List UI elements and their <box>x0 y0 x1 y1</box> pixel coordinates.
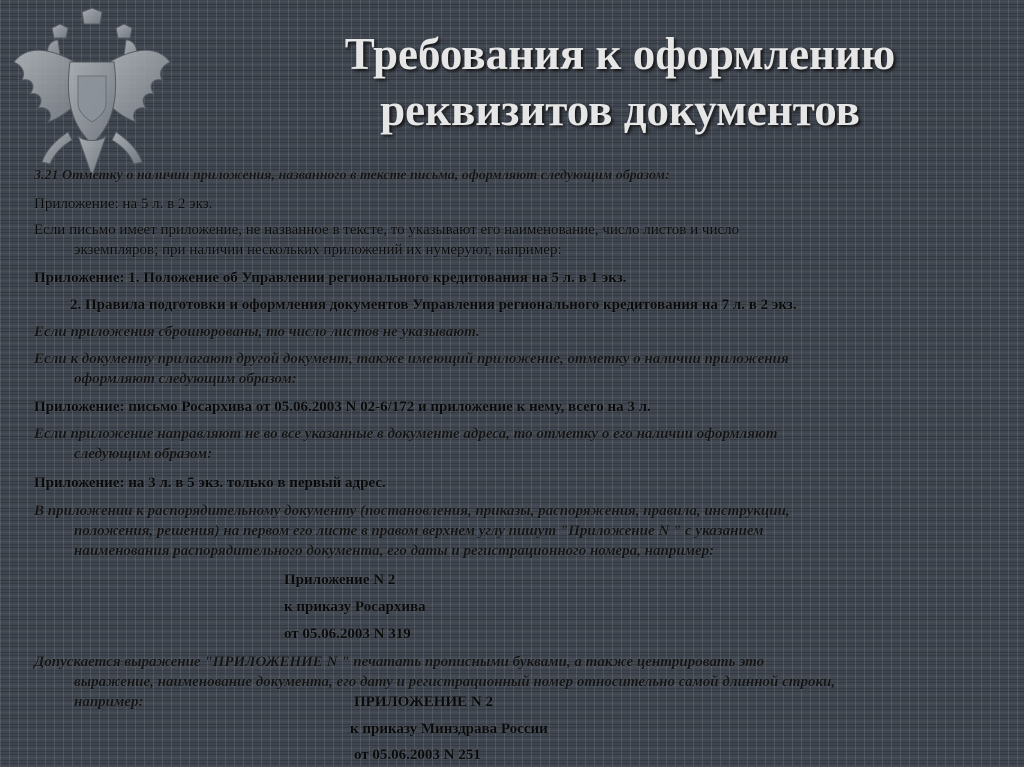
example-line: от 05.06.2003 N 319 <box>284 626 411 642</box>
text-line: выражение, наименование документа, его дату и регистрационный номер относительно самой длинной строки, <box>74 674 836 690</box>
text-line: Если письмо имеет приложение, не названное в тексте, то указывают его наименование, число листов и число <box>34 222 740 238</box>
text-line: Если приложения сброшюрованы, то число листов не указывают. <box>34 324 480 340</box>
example-line: Приложение N 2 <box>284 572 396 588</box>
text-line: например: <box>74 694 144 710</box>
text-line: оформляют следующим образом: <box>74 371 297 387</box>
text-line: наименования распорядительного документа, его даты и регистрационного номера, например: <box>74 543 715 559</box>
text-line: следующим образом: <box>74 446 213 462</box>
text-line: В приложении к распорядительному документу (постановления, приказы, распоряжения, правила, инструкции, <box>34 503 790 519</box>
text-line: Допускается выражение "ПРИЛОЖЕНИЕ N " печатать прописными буквами, а также центрировать это <box>34 654 765 670</box>
example-line: к приказу Росархива <box>284 599 426 615</box>
example-line: Приложение: на 5 л. в 2 экз. <box>34 196 213 212</box>
title-line-1: Требования к оформлению <box>344 29 896 79</box>
example-line: 2. Правила подготовки и оформления документов Управления регионального кредитования на 7 л. в 2 экз. <box>70 297 797 313</box>
example-line: Приложение: на 3 л. в 5 экз. только в первый адрес. <box>34 475 386 491</box>
title-line-2: реквизитов документов <box>380 85 860 135</box>
example-line: от 05.06.2003 N 251 <box>354 747 481 763</box>
example-line: Приложение: письмо Росархива от 05.06.2003 N 02-6/172 и приложение к нему, всего на 3 л. <box>34 399 651 415</box>
text-line: 3.21 Отметку о наличии приложения, названного в тексте письма, оформляют следующим образом: <box>34 168 670 183</box>
example-line: Приложение: 1. Положение об Управлении регионального кредитования на 5 л. в 1 экз. <box>34 270 627 286</box>
text-line: положения, решения) на первом его листе в правом верхнем углу пишут "Приложение N " с указанием <box>74 523 764 539</box>
example-line: к приказу Минздрава России <box>350 721 548 737</box>
text-line: Если приложение направляют не во все указанные в документе адреса, то отметку о его наличии оформляют <box>34 426 778 442</box>
text-line: Если к документу прилагают другой документ, также имеющий приложение, отметку о наличии приложения <box>34 351 789 367</box>
text-line: экземпляров; при наличии нескольких приложений их нумеруют, например: <box>74 242 562 258</box>
example-line: ПРИЛОЖЕНИЕ N 2 <box>354 694 493 710</box>
